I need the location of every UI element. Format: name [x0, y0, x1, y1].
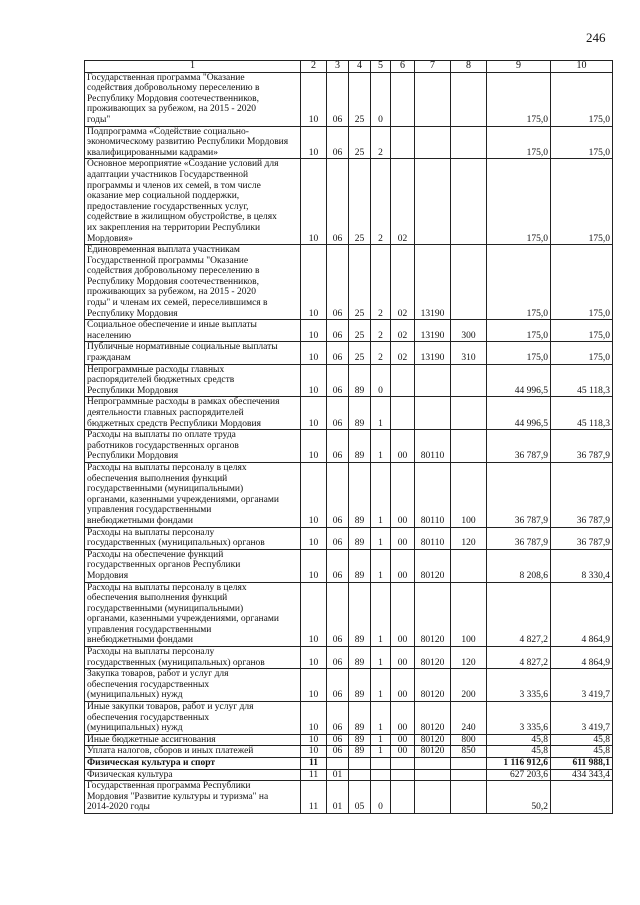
- event-code: 02: [391, 320, 415, 342]
- direction-code: 80120: [415, 582, 451, 647]
- amount-year-2: 175,0: [551, 159, 613, 245]
- direction-code: 80110: [415, 462, 451, 527]
- program-code: [349, 769, 371, 781]
- event-code: 02: [391, 342, 415, 364]
- amount-year-2: 175,0: [551, 342, 613, 364]
- direction-code: 80110: [415, 430, 451, 463]
- direction-code: 80120: [415, 647, 451, 669]
- column-header-8: 8: [451, 61, 487, 73]
- amount-year-2: 4 864,9: [551, 647, 613, 669]
- event-code: [391, 758, 415, 770]
- subprogram-code: 2: [371, 245, 391, 320]
- subprogram-code: 1: [371, 549, 391, 582]
- subsection-code: 06: [327, 527, 349, 549]
- column-header-7: 7: [415, 61, 451, 73]
- row-description: Расходы на выплаты персоналу в целях обеспечения выполнения функций государственными (муниципальными) органами, казенными учреждениями, органами управления государственными внебюджетными фондами: [85, 582, 301, 647]
- section-code: 10: [301, 549, 327, 582]
- expense-type-code: [451, 430, 487, 463]
- subprogram-code: 1: [371, 746, 391, 758]
- amount-year-2: 45,8: [551, 746, 613, 758]
- subprogram-code: 2: [371, 320, 391, 342]
- subsection-code: 06: [327, 245, 349, 320]
- amount-year-2: 45,8: [551, 734, 613, 746]
- table-row: [85, 669, 613, 702]
- expense-type-code: 800: [451, 734, 487, 746]
- subsection-code: 06: [327, 549, 349, 582]
- subprogram-code: 2: [371, 126, 391, 159]
- section-code: 10: [301, 364, 327, 397]
- table-row: [85, 582, 613, 647]
- table-row: [85, 364, 613, 397]
- column-header-6: 6: [391, 61, 415, 73]
- amount-year-1: 8 208,6: [487, 549, 551, 582]
- subsection-code: 06: [327, 397, 349, 430]
- table-row: [85, 746, 613, 758]
- table-row: [85, 397, 613, 430]
- amount-year-1: 44 996,5: [487, 364, 551, 397]
- amount-year-1: 3 335,6: [487, 669, 551, 702]
- subsection-code: 06: [327, 702, 349, 735]
- direction-code: 80120: [415, 702, 451, 735]
- amount-year-1: 175,0: [487, 342, 551, 364]
- section-code: 10: [301, 462, 327, 527]
- row-description: Уплата налогов, сборов и иных платежей: [85, 746, 301, 758]
- section-code: 11: [301, 781, 327, 814]
- table-row: [85, 462, 613, 527]
- table-row: [85, 758, 613, 770]
- direction-code: 80120: [415, 669, 451, 702]
- subprogram-code: 1: [371, 527, 391, 549]
- direction-code: [415, 159, 451, 245]
- section-code: 10: [301, 746, 327, 758]
- subprogram-code: [371, 758, 391, 770]
- section-code: 10: [301, 320, 327, 342]
- row-description: Физическая культура и спорт: [85, 758, 301, 770]
- program-code: 89: [349, 582, 371, 647]
- expense-type-code: 100: [451, 462, 487, 527]
- direction-code: 13190: [415, 245, 451, 320]
- program-code: 89: [349, 549, 371, 582]
- amount-year-1: 36 787,9: [487, 462, 551, 527]
- amount-year-1: 45,8: [487, 734, 551, 746]
- table-row: [85, 647, 613, 669]
- amount-year-1: 4 827,2: [487, 647, 551, 669]
- program-code: 25: [349, 159, 371, 245]
- program-code: 25: [349, 126, 371, 159]
- amount-year-2: 3 419,7: [551, 669, 613, 702]
- expense-type-code: [451, 397, 487, 430]
- expense-type-code: 100: [451, 582, 487, 647]
- row-description: Публичные нормативные социальные выплаты гражданам: [85, 342, 301, 364]
- column-header-3: 3: [327, 61, 349, 73]
- row-description: Расходы на выплаты персоналу государственных (муниципальных) органов: [85, 647, 301, 669]
- table-row: [85, 527, 613, 549]
- expense-type-code: [451, 758, 487, 770]
- subprogram-code: 0: [371, 72, 391, 126]
- section-code: 10: [301, 430, 327, 463]
- subsection-code: 06: [327, 582, 349, 647]
- amount-year-1: 3 335,6: [487, 702, 551, 735]
- column-header-10: 10: [551, 61, 613, 73]
- expense-type-code: [451, 159, 487, 245]
- direction-code: 80120: [415, 746, 451, 758]
- amount-year-2: [551, 781, 613, 814]
- amount-year-2: 3 419,7: [551, 702, 613, 735]
- section-code: 10: [301, 397, 327, 430]
- event-code: [391, 769, 415, 781]
- row-description: Иные закупки товаров, работ и услуг для обеспечения государственных (муниципальных) нужд: [85, 702, 301, 735]
- row-description: Подпрограмма «Содействие социально- экономическому развитию Республики Мордовия квалифицированными кадрами»: [85, 126, 301, 159]
- amount-year-2: 36 787,9: [551, 527, 613, 549]
- event-code: 00: [391, 462, 415, 527]
- section-code: 10: [301, 245, 327, 320]
- subsection-code: [327, 758, 349, 770]
- direction-code: [415, 781, 451, 814]
- section-code: 10: [301, 734, 327, 746]
- row-description: Иные бюджетные ассигнования: [85, 734, 301, 746]
- subprogram-code: 2: [371, 342, 391, 364]
- amount-year-2: 434 343,4: [551, 769, 613, 781]
- event-code: [391, 397, 415, 430]
- direction-code: [415, 364, 451, 397]
- amount-year-1: 175,0: [487, 320, 551, 342]
- section-code: 10: [301, 702, 327, 735]
- amount-year-1: 175,0: [487, 245, 551, 320]
- program-code: 89: [349, 364, 371, 397]
- direction-code: [415, 397, 451, 430]
- event-code: 00: [391, 549, 415, 582]
- amount-year-1: 175,0: [487, 72, 551, 126]
- subsection-code: 06: [327, 126, 349, 159]
- amount-year-1: 627 203,6: [487, 769, 551, 781]
- row-description: Государственная программа "Оказание содействия добровольному переселению в Республику Мордовия соотечественников, проживающих за рубежом, на 2015 - 2020 годы": [85, 72, 301, 126]
- subprogram-code: 1: [371, 397, 391, 430]
- amount-year-1: 45,8: [487, 746, 551, 758]
- section-code: 10: [301, 72, 327, 126]
- subsection-code: 06: [327, 734, 349, 746]
- table-row: [85, 342, 613, 364]
- subprogram-code: 0: [371, 781, 391, 814]
- event-code: [391, 781, 415, 814]
- program-code: 25: [349, 320, 371, 342]
- table-row: [85, 245, 613, 320]
- section-code: 10: [301, 582, 327, 647]
- table-row: [85, 430, 613, 463]
- amount-year-2: 36 787,9: [551, 462, 613, 527]
- expense-type-code: 120: [451, 647, 487, 669]
- event-code: [391, 72, 415, 126]
- program-code: 25: [349, 342, 371, 364]
- direction-code: [415, 72, 451, 126]
- direction-code: 13190: [415, 342, 451, 364]
- amount-year-1: 175,0: [487, 126, 551, 159]
- section-code: 10: [301, 669, 327, 702]
- amount-year-1: 36 787,9: [487, 527, 551, 549]
- table-row: [85, 159, 613, 245]
- program-code: 89: [349, 462, 371, 527]
- direction-code: 80120: [415, 549, 451, 582]
- column-header-1: 1: [85, 61, 301, 73]
- event-code: 00: [391, 669, 415, 702]
- expense-type-code: 240: [451, 702, 487, 735]
- table-row: [85, 781, 613, 814]
- amount-year-2: 175,0: [551, 245, 613, 320]
- row-description: Непрограммные расходы в рамках обеспечения деятельности главных распорядителей бюджетных средств Республики Мордовия: [85, 397, 301, 430]
- budget-table: [84, 60, 613, 814]
- amount-year-1: 50,2: [487, 781, 551, 814]
- table-row: [85, 734, 613, 746]
- subprogram-code: 1: [371, 647, 391, 669]
- subprogram-code: 1: [371, 669, 391, 702]
- program-code: 25: [349, 245, 371, 320]
- program-code: 89: [349, 397, 371, 430]
- program-code: 89: [349, 527, 371, 549]
- section-code: 10: [301, 342, 327, 364]
- row-description: Единовременная выплата участникам Государственной программы "Оказание содействия добровольному переселению в Республику Мордовия соотечественников, проживающих за рубежом, на 2015 - 2020 годы" и членам их семей, переселившимся в Республику Мордовия: [85, 245, 301, 320]
- section-code: 11: [301, 769, 327, 781]
- amount-year-1: 4 827,2: [487, 582, 551, 647]
- direction-code: 80120: [415, 734, 451, 746]
- amount-year-2: 8 330,4: [551, 549, 613, 582]
- expense-type-code: [451, 781, 487, 814]
- event-code: [391, 364, 415, 397]
- amount-year-2: 45 118,3: [551, 364, 613, 397]
- subprogram-code: 1: [371, 582, 391, 647]
- column-header-4: 4: [349, 61, 371, 73]
- section-code: 11: [301, 758, 327, 770]
- amount-year-2: 4 864,9: [551, 582, 613, 647]
- section-code: 10: [301, 159, 327, 245]
- subsection-code: 06: [327, 746, 349, 758]
- expense-type-code: 200: [451, 669, 487, 702]
- row-description: Государственная программа Республики Мордовия "Развитие культуры и туризма" на 2014-2020 годы: [85, 781, 301, 814]
- subsection-code: 06: [327, 647, 349, 669]
- table-body: [85, 72, 613, 813]
- program-code: 05: [349, 781, 371, 814]
- event-code: [391, 126, 415, 159]
- event-code: 00: [391, 527, 415, 549]
- subprogram-code: 1: [371, 430, 391, 463]
- table-row: [85, 549, 613, 582]
- program-code: 89: [349, 746, 371, 758]
- row-description: Непрограммные расходы главных распорядителей бюджетных средств Республики Мордовия: [85, 364, 301, 397]
- subprogram-code: 0: [371, 364, 391, 397]
- row-description: Социальное обеспечение и иные выплаты населению: [85, 320, 301, 342]
- subsection-code: 01: [327, 781, 349, 814]
- row-description: Закупка товаров, работ и услуг для обеспечения государственных (муниципальных) нужд: [85, 669, 301, 702]
- event-code: 00: [391, 734, 415, 746]
- event-code: 00: [391, 647, 415, 669]
- table-row: [85, 126, 613, 159]
- program-code: 25: [349, 72, 371, 126]
- subsection-code: 06: [327, 159, 349, 245]
- expense-type-code: [451, 769, 487, 781]
- expense-type-code: 310: [451, 342, 487, 364]
- subprogram-code: 1: [371, 462, 391, 527]
- expense-type-code: [451, 72, 487, 126]
- program-code: 89: [349, 702, 371, 735]
- table-row: [85, 702, 613, 735]
- program-code: 89: [349, 430, 371, 463]
- program-code: [349, 758, 371, 770]
- program-code: 89: [349, 647, 371, 669]
- row-description: Расходы на обеспечение функций государственных органов Республики Мордовия: [85, 549, 301, 582]
- page-number: 246: [586, 30, 606, 45]
- subsection-code: 06: [327, 364, 349, 397]
- event-code: 00: [391, 430, 415, 463]
- expense-type-code: 120: [451, 527, 487, 549]
- event-code: 02: [391, 245, 415, 320]
- row-description: Расходы на выплаты персоналу в целях обеспечения выполнения функций государственными (муниципальными) органами, казенными учреждениями, органами управления государственными внебюджетными фондами: [85, 462, 301, 527]
- section-code: 10: [301, 527, 327, 549]
- expense-type-code: [451, 364, 487, 397]
- expense-type-code: [451, 245, 487, 320]
- expense-type-code: 850: [451, 746, 487, 758]
- subsection-code: 06: [327, 72, 349, 126]
- column-header-9: 9: [487, 61, 551, 73]
- event-code: 00: [391, 582, 415, 647]
- subsection-code: 06: [327, 669, 349, 702]
- amount-year-2: 45 118,3: [551, 397, 613, 430]
- amount-year-1: 1 116 912,6: [487, 758, 551, 770]
- amount-year-2: 175,0: [551, 72, 613, 126]
- table-row: [85, 769, 613, 781]
- subsection-code: 06: [327, 320, 349, 342]
- amount-year-1: 36 787,9: [487, 430, 551, 463]
- row-description: Расходы на выплаты по оплате труда работников государственных органов Республики Мордовия: [85, 430, 301, 463]
- subprogram-code: [371, 769, 391, 781]
- table-row: [85, 72, 613, 126]
- subprogram-code: 1: [371, 702, 391, 735]
- amount-year-2: 611 988,1: [551, 758, 613, 770]
- direction-code: [415, 758, 451, 770]
- expense-type-code: [451, 549, 487, 582]
- row-description: Расходы на выплаты персоналу государственных (муниципальных) органов: [85, 527, 301, 549]
- amount-year-2: 175,0: [551, 320, 613, 342]
- expense-type-code: [451, 126, 487, 159]
- event-code: 00: [391, 746, 415, 758]
- amount-year-1: 44 996,5: [487, 397, 551, 430]
- amount-year-1: 175,0: [487, 159, 551, 245]
- row-description: Физическая культура: [85, 769, 301, 781]
- header-row: [85, 61, 613, 73]
- amount-year-2: 175,0: [551, 126, 613, 159]
- table-header: [85, 61, 613, 73]
- column-header-5: 5: [371, 61, 391, 73]
- subsection-code: 06: [327, 430, 349, 463]
- program-code: 89: [349, 734, 371, 746]
- section-code: 10: [301, 126, 327, 159]
- subprogram-code: 2: [371, 159, 391, 245]
- row-description: Основное мероприятие «Создание условий для адаптации участников Государственной программы и членов их семей, в том числе оказание мер социальной поддержки, предоставление государственных услуг, содействие в жилищном обустройстве, в целях их закрепления на территории Республики Мордовия»: [85, 159, 301, 245]
- event-code: 00: [391, 702, 415, 735]
- program-code: 89: [349, 669, 371, 702]
- subsection-code: 06: [327, 342, 349, 364]
- direction-code: 80110: [415, 527, 451, 549]
- table-row: [85, 320, 613, 342]
- direction-code: 13190: [415, 320, 451, 342]
- event-code: 02: [391, 159, 415, 245]
- subsection-code: 06: [327, 462, 349, 527]
- expense-type-code: 300: [451, 320, 487, 342]
- subprogram-code: 1: [371, 734, 391, 746]
- section-code: 10: [301, 647, 327, 669]
- column-header-2: 2: [301, 61, 327, 73]
- direction-code: [415, 769, 451, 781]
- subsection-code: 01: [327, 769, 349, 781]
- amount-year-2: 36 787,9: [551, 430, 613, 463]
- direction-code: [415, 126, 451, 159]
